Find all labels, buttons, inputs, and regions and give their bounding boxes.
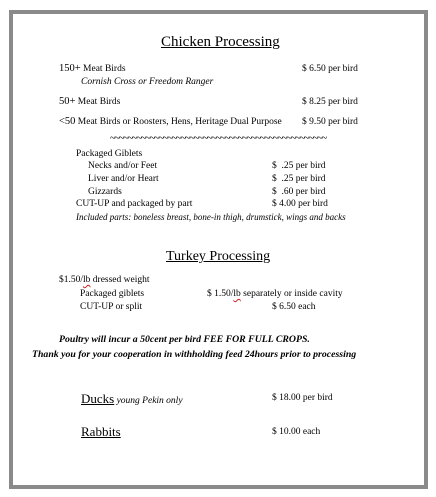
- row-150-label: [59, 64, 126, 75]
- row-150-subtext: Cornish Cross or Freedom Ranger: [81, 77, 214, 87]
- turkey-giblets-price-suffix: separately or inside cavity: [240, 289, 343, 299]
- full-crops-notice: Poultry will incur a 50cent per bird FEE FOR FULL CROPS.: [59, 334, 310, 345]
- turkey-dressed-unit: lb: [83, 275, 91, 285]
- giblet-necks-price: $ .25 per bird: [272, 161, 326, 171]
- row-under50-qty: <50: [59, 116, 76, 127]
- turkey-dressed-prefix: $1.50/: [59, 275, 84, 285]
- turkey-title: Turkey Processing: [166, 249, 271, 264]
- ducks-line: [81, 391, 183, 407]
- turkey-cutup-price: $ 6.50 each: [272, 302, 316, 312]
- giblet-necks-label: Necks and/or Feet: [88, 161, 158, 171]
- turkey-dressed-suffix: dressed weight: [90, 275, 150, 285]
- turkey-giblets-label: Packaged giblets: [80, 289, 145, 299]
- rabbits-price: $ 10.00 each: [272, 427, 321, 437]
- giblet-liver-label: Liver and/or Heart: [88, 174, 159, 184]
- giblet-gizzards-price: $ .60 per bird: [272, 187, 326, 197]
- row-under50-price: $ 9.50 per bird: [302, 117, 358, 127]
- giblet-liver-price: $ .25 per bird: [272, 174, 326, 184]
- chicken-title: Chicken Processing: [161, 34, 280, 50]
- row-150-qty: 150+: [59, 63, 81, 74]
- turkey-dressed: [59, 276, 150, 286]
- included-parts: Included parts: boneless breast, bone-in thigh, drumstick, wings and backs: [76, 212, 346, 222]
- ducks-note: young Pekin only: [114, 396, 183, 406]
- giblet-gizzards-label: Gizzards: [88, 187, 122, 197]
- row-under50-label: [59, 117, 282, 128]
- cutup-label: CUT-UP and packaged by part: [76, 199, 193, 209]
- row-50-text: Meat Birds: [75, 97, 121, 107]
- cutup-price: $ 4.00 per bird: [272, 199, 328, 209]
- turkey-cutup-label: CUT-UP or split: [80, 302, 143, 312]
- row-150-price: $ 6.50 per bird: [302, 64, 358, 74]
- row-50-price: $ 8.25 per bird: [302, 97, 358, 107]
- row-50-qty: 50+: [59, 96, 76, 107]
- giblets-heading: Packaged Giblets: [76, 149, 143, 159]
- ducks-price: $ 18.00 per bird: [272, 393, 333, 403]
- row-150-text: Meat Birds: [80, 64, 126, 74]
- tilde-separator: ~~~~~~~~~~~~~~~~~~~~~~~~~~~~~~~~~~~~~~~~~~~~~~~~~: [110, 133, 327, 144]
- row-50-label: [59, 97, 120, 108]
- rabbits-title: Rabbits: [81, 424, 121, 439]
- turkey-giblets-price: [207, 290, 343, 300]
- row-under50-text: Meat Birds or Roosters, Hens, Heritage Dual Purpose: [75, 117, 282, 127]
- ducks-title: Ducks: [81, 391, 115, 406]
- feed-withholding-notice: Thank you for your cooperation in withholding feed 24hours prior to processing: [32, 349, 357, 360]
- turkey-giblets-price-unit: lb: [233, 289, 241, 299]
- turkey-giblets-price-prefix: $ 1.50/: [207, 289, 234, 299]
